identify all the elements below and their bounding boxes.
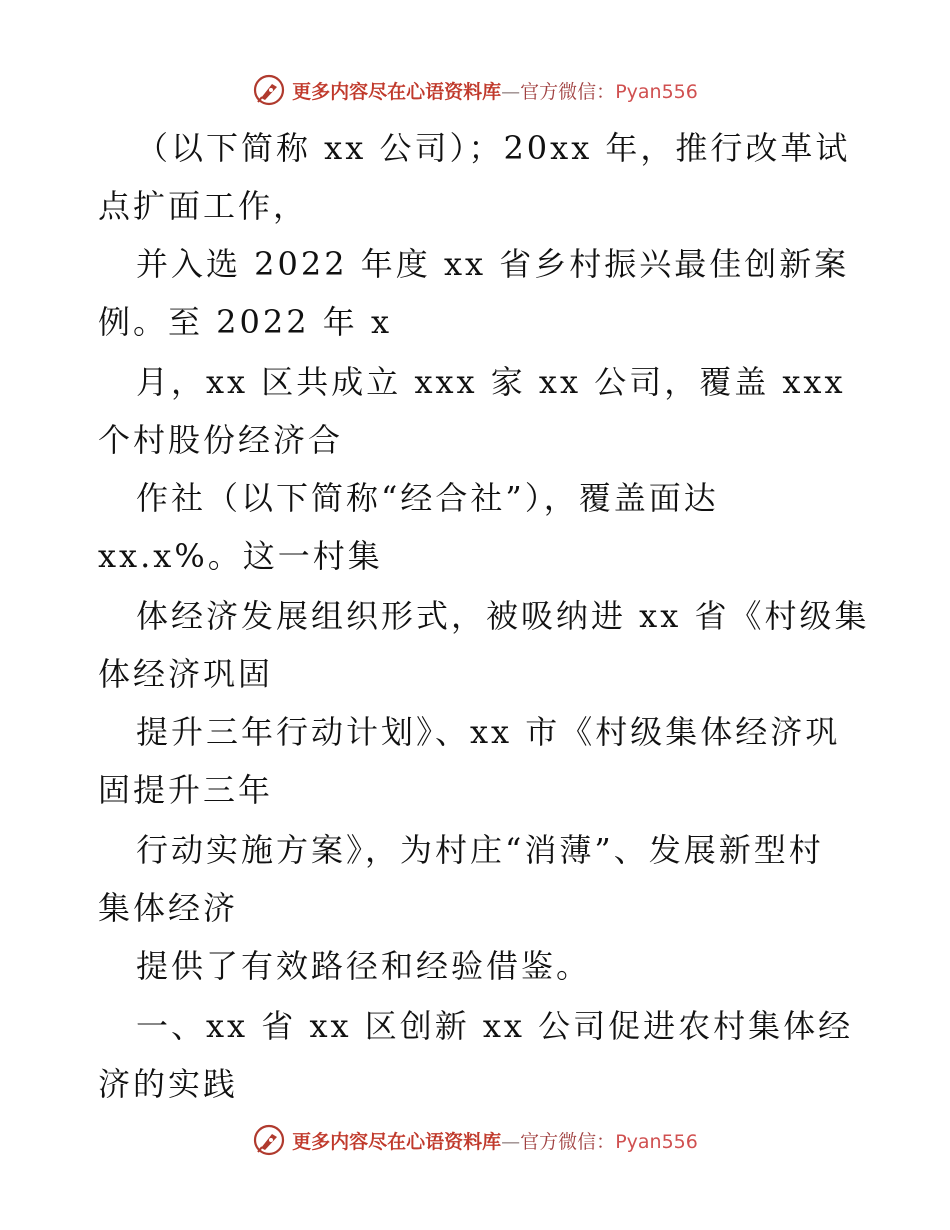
pen-nib-circle-icon	[252, 1123, 286, 1157]
paragraph-1-line-1: （以下简称 xx 公司）；20xx 年，推行改革试	[136, 129, 851, 167]
section-heading-line-1: 一、xx 省 xx 区创新 xx 公司促进农村集体经	[136, 1007, 854, 1045]
paragraph-4-line-1: 作社（以下简称“经合社”），覆盖面达	[136, 479, 719, 517]
watermark-text-bottom	[292, 1127, 698, 1154]
watermark-wechat-label-bottom: 官方微信：	[520, 1130, 616, 1153]
paragraph-7-line-1: 行动实施方案》，为村庄“消薄”、发展新型村	[136, 831, 824, 869]
paragraph-5-line-1: 体经济发展组织形式，被吸纳进 xx 省《村级集	[136, 597, 870, 635]
paragraph-6-line-2: 固提升三年	[98, 771, 274, 809]
paragraph-8-line-1: 提供了有效路径和经验借鉴。	[136, 947, 592, 985]
header-watermark	[0, 70, 950, 110]
paragraph-1-line-2: 点扩面工作，	[98, 187, 309, 225]
watermark-wechat-id: Pyan556	[615, 80, 698, 103]
paragraph-3-line-2: 个村股份经济合	[98, 421, 344, 459]
paragraph-7-line-2: 集体经济	[98, 889, 239, 927]
watermark-site-bottom: 更多内容尽在心语资料库	[292, 1130, 502, 1153]
paragraph-2-line-2: 例。至 2022 年 x	[98, 303, 393, 341]
paragraph-3-line-1: 月，xx 区共成立 xxx 家 xx 公司，覆盖 xxx	[136, 363, 846, 401]
footer-watermark	[0, 1120, 950, 1160]
pen-nib-circle-icon	[252, 73, 286, 107]
paragraph-2-line-1: 并入选 2022 年度 xx 省乡村振兴最佳创新案	[136, 245, 850, 283]
watermark-dash: —	[501, 80, 521, 103]
watermark-text	[292, 77, 698, 104]
watermark-wechat-label: 官方微信：	[520, 80, 616, 103]
watermark-group-bottom	[252, 1123, 698, 1157]
paragraph-4-line-2: xx.x%。这一村集	[98, 537, 383, 575]
paragraph-5-line-2: 体经济巩固	[98, 655, 274, 693]
watermark-site: 更多内容尽在心语资料库	[292, 80, 502, 103]
paragraph-6-line-1: 提升三年行动计划》、xx 市《村级集体经济巩	[136, 713, 841, 751]
watermark-dash-bottom: —	[501, 1130, 521, 1153]
section-heading-line-2: 济的实践	[98, 1065, 239, 1103]
watermark-wechat-id-bottom: Pyan556	[615, 1130, 698, 1153]
watermark-group	[252, 73, 698, 107]
